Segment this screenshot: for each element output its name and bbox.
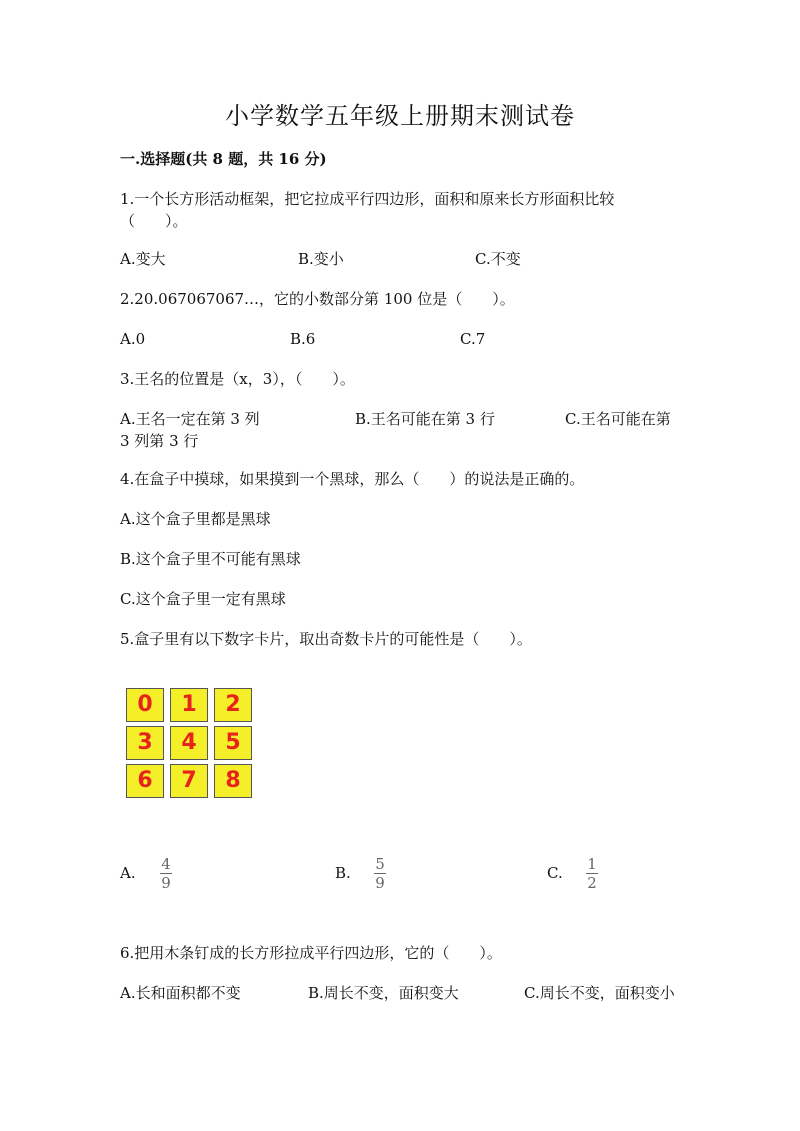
question-6: 6.把用木条钉成的长方形拉成平行四边形，它的（ ）。: [120, 944, 502, 962]
q2-option-b: B.6: [290, 330, 316, 348]
q5-option-c-fraction: [586, 856, 598, 891]
number-card: 5: [214, 726, 252, 760]
number-card: 3: [126, 726, 164, 760]
question-3: 3.王名的位置是（x，3），（ ）。: [120, 370, 355, 388]
q6-option-a: A.长和面积都不变: [120, 984, 241, 1002]
question-5: 5.盒子里有以下数字卡片，取出奇数卡片的可能性是（ ）。: [120, 630, 532, 648]
q6-option-c: C.周长不变，面积变小: [524, 984, 675, 1002]
q3-option-c: C.王名可能在第 3 列第 3 行: [120, 410, 671, 450]
question-2: 2.20.067067067…，它的小数部分第 100 位是（ ）。: [120, 290, 515, 308]
q5-option-c-label: C.: [547, 864, 563, 882]
q1-option-b: B.变小: [298, 250, 344, 268]
q4-option-a: A.这个盒子里都是黑球: [120, 510, 271, 528]
number-card: 0: [126, 688, 164, 722]
q5-option-b-fraction: [374, 856, 386, 891]
q1-option-a: A.变大: [120, 250, 166, 268]
q5-option-a-label: A.: [120, 864, 136, 882]
number-card: 7: [170, 764, 208, 798]
fraction-denominator: 2: [587, 874, 597, 892]
q1-option-c: C.不变: [475, 250, 521, 268]
fraction-numerator: 4: [161, 855, 171, 873]
q3-option-a: A.王名一定在第 3 列: [120, 410, 260, 428]
q2-option-c: C.7: [460, 330, 486, 348]
fraction-denominator: 9: [161, 874, 171, 892]
section-heading: 一.选择题(共 8 题，共 16 分): [120, 150, 327, 168]
q2-option-a: A.0: [120, 330, 146, 348]
q3-option-b: B.王名可能在第 3 行: [355, 410, 495, 428]
q5-option-a-fraction: [160, 856, 172, 891]
page-title: 小学数学五年级上册期末测试卷: [225, 102, 575, 130]
question-4: 4.在盒子中摸球，如果摸到一个黑球，那么（ ）的说法是正确的。: [120, 470, 585, 488]
q4-option-c: C.这个盒子里一定有黑球: [120, 590, 286, 608]
number-card: 2: [214, 688, 252, 722]
number-card: 8: [214, 764, 252, 798]
fraction-denominator: 9: [375, 874, 385, 892]
fraction-numerator: 1: [587, 855, 597, 873]
number-card: 1: [170, 688, 208, 722]
q6-option-b: B.周长不变，面积变大: [308, 984, 459, 1002]
fraction-numerator: 5: [375, 855, 385, 873]
q5-option-b-label: B.: [335, 864, 351, 882]
number-card: 4: [170, 726, 208, 760]
question-1: 1.一个长方形活动框架，把它拉成平行四边形，面积和原来长方形面积比较（ ）。: [120, 190, 615, 230]
q4-option-b: B.这个盒子里不可能有黑球: [120, 550, 301, 568]
number-card: 6: [126, 764, 164, 798]
